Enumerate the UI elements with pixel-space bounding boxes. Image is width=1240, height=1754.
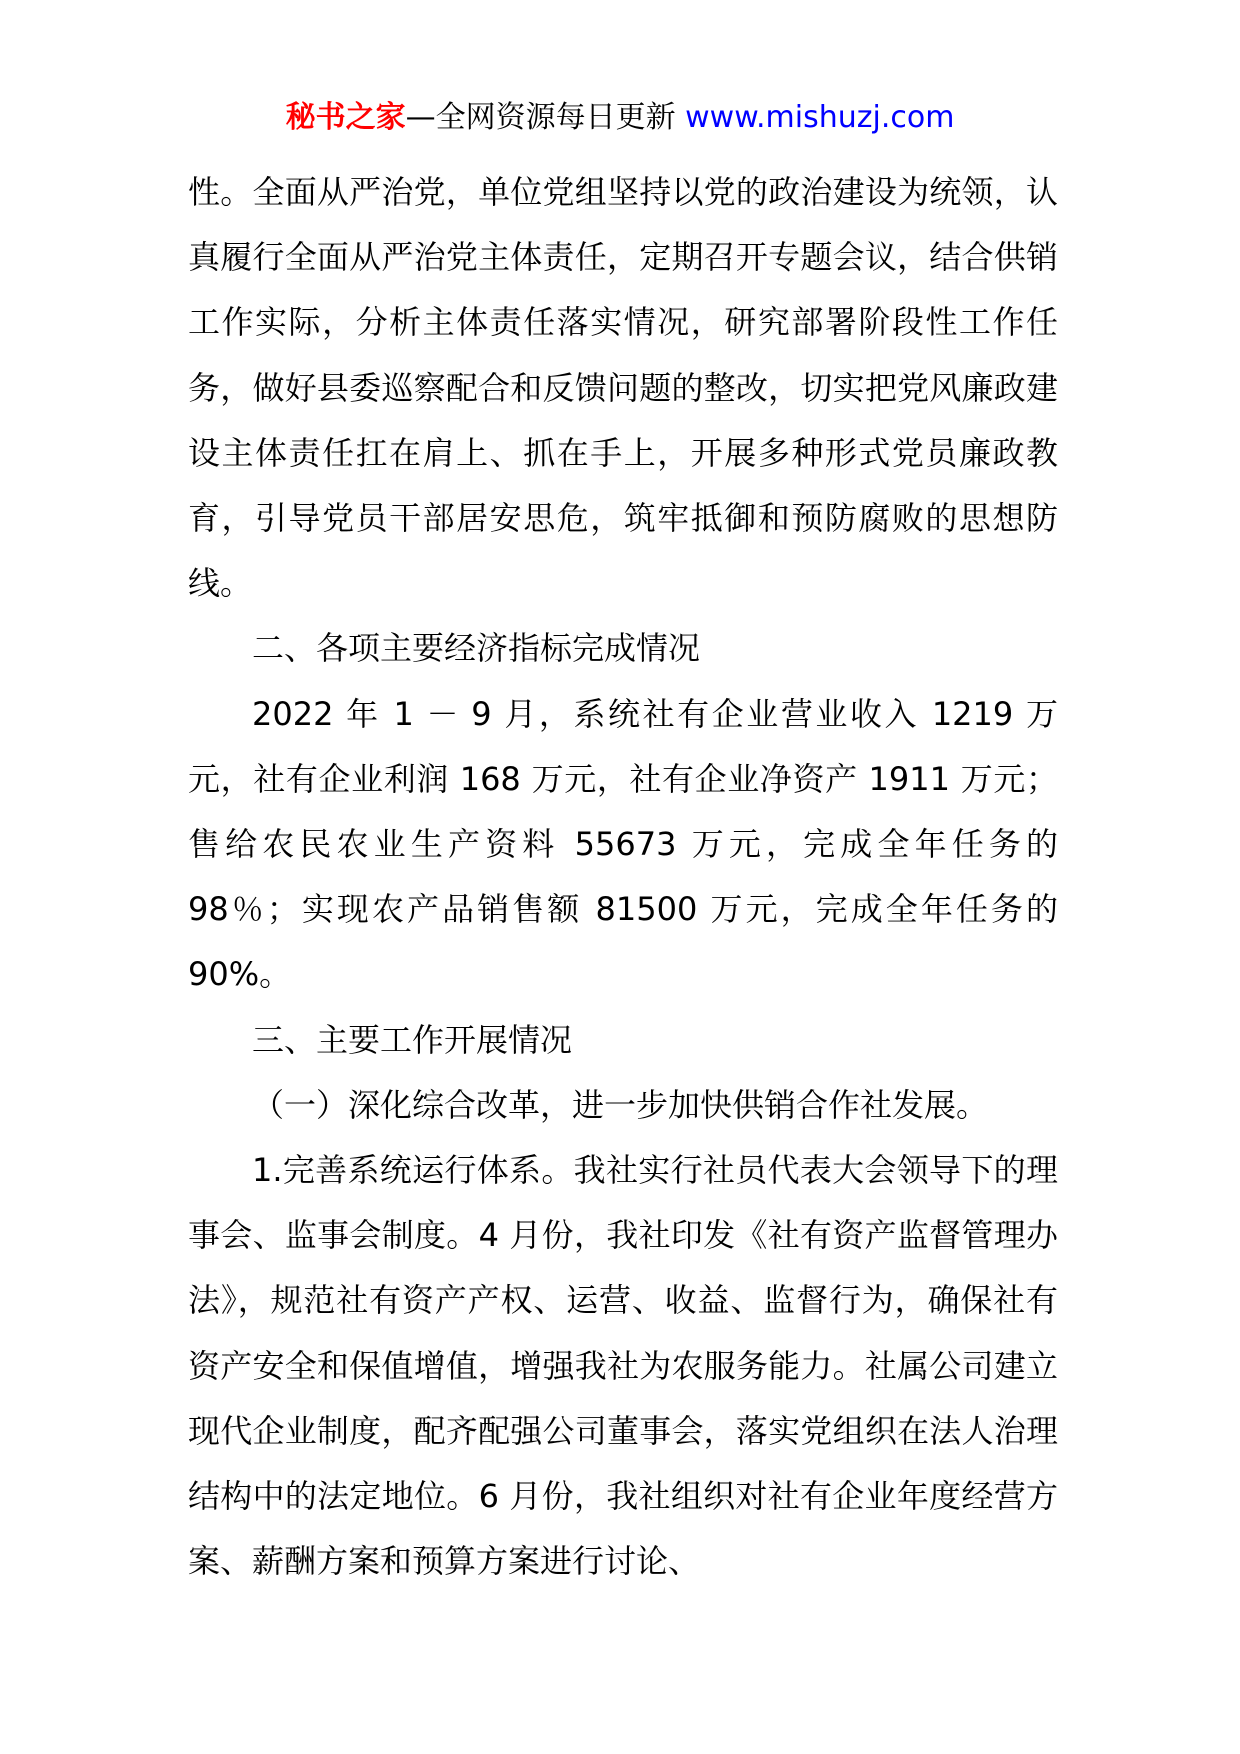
paragraph-operation-system: 1.完善系统运行体系。我社实行社员代表大会领导下的理事会、监事会制度。4 月份，我社印发《社有资产监督管理办法》，规范社有资产产权、运营、收益、监督行为，确保社有资产安全和保值增值，增强我社为农服务能力。社属公司建立现代企业制度，配齐配强公司董事会，落实党组织在法人治理结构中的法定地位。6 月份，我社组织对社有企业年度经营方案、薪酬方案和预算方案进行讨论、 [188, 1151, 1058, 1581]
site-tagline: —全网资源每日更新 [405, 100, 676, 135]
section-heading-main-work: 三、主要工作开展情况 [252, 1020, 573, 1059]
section-heading-economic-indicators: 二、各项主要经济指标完成情况 [252, 629, 701, 668]
site-header [0, 98, 1240, 138]
site-url-link[interactable]: www.mishuzj.com [685, 100, 955, 135]
subsection-heading-reform: （一）深化综合改革，进一步加快供销合作社发展。 [252, 1085, 989, 1124]
site-brand: 秘书之家 [285, 100, 406, 135]
paragraph-party-discipline: 性。全面从严治党，单位党组坚持以党的政治建设为统领，认真履行全面从严治党主体责任，定期召开专题会议，结合供销工作实际，分析主体责任落实情况，研究部署阶段性工作任务，做好县委巡察配合和反馈问题的整改，切实把党风廉政建设主体责任扛在肩上、抓在手上，开展多种形式党员廉政教育，引导党员干部居安思危，筑牢抵御和预防腐败的思想防线。 [188, 173, 1058, 603]
paragraph-economic-indicators: 2022 年 1 － 9 月，系统社有企业营业收入 1219 万元，社有企业利润 168 万元，社有企业净资产 1911 万元；售给农民农业生产资料 55673 万元，完成全年任务的 98％；实现农产品销售额 81500 万元，完成全年任务的 90%。 [188, 694, 1058, 994]
document-body [188, 160, 1058, 1594]
